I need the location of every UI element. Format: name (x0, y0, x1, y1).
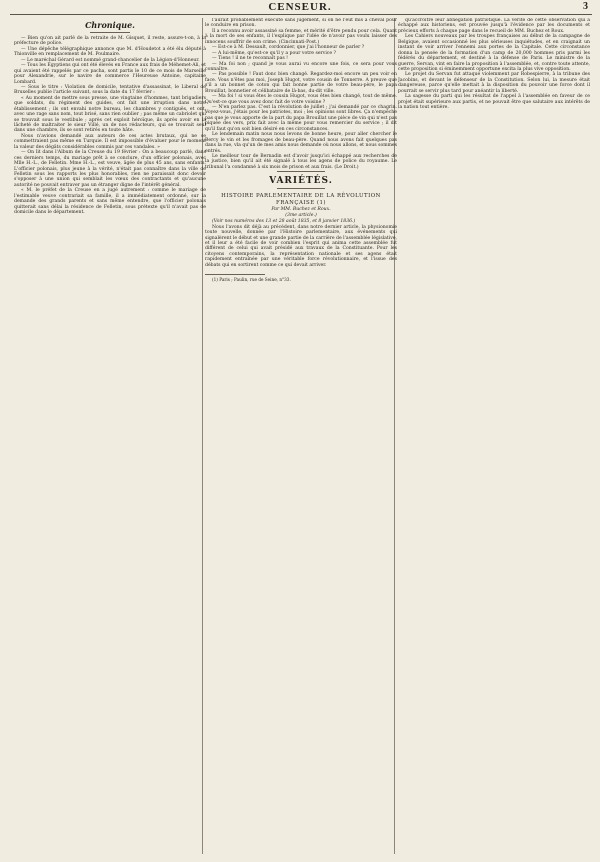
news-paragraph: — Le maréchal Gérard est nommé grand-chancelier de la Légion-d'Honneur. (21, 57, 200, 63)
feuilleton-paragraph: Nous l'avons dit déjà au précédent, dans notre dernier article, la physionomie toute nouvelle, donnée par l'Histoire parlementaire, aux événements qui signalèrent le début et une grande partie de la carrière de l'assemblée législative, et il leur a été facile de voir combien l'esprit qui anima cette assemblée fut différent de celui qui avait présidé aux travaux de la Constituante. Pour les citoyens contemporains, la représentation nationale et ses agens était rapidement entraînée par une véritable force révolutionnaire, et l'issue des débats qui en sortirent comme ce qui devait arriver. (205, 224, 397, 268)
news-paragraph: — Une dépêche télégraphique annonce que M. d'Houdetot a été élu député à Thionville en remplacement de M. Poulmaire. (14, 46, 206, 58)
page-number: 3 (583, 1, 588, 12)
dialogue-line: — Ma foi ! si vous êtes le cousin Hugot, vous êtes bien changé, tout de même. Qu'est-ce que vous avez donc fait de votre voisine ? (205, 94, 397, 105)
column-left (14, 18, 206, 854)
footnote-rule (205, 274, 265, 275)
newspaper-name: CENSEUR. (268, 1, 332, 13)
news-paragraph: « M. le préfet de la Creuse en a jugé autrement : comme le mariage de l'estimable veuve contrariait sa famille, il a immédiatement ordonné, sur la demande des grands parents et sans même entendre, que l'officier polonais quitterait sans délai la résidence de Felletin, sous prétexte qu'il n'avait pas de domicile dans le département. (14, 188, 206, 215)
masthead (10, 0, 590, 14)
news-paragraph: Le projet du Servan fut attaqué violemment par Robespierre, à la tribune des Jacobins, et devant le défenseur de la Constitution. Selon lui, la mesure était dangereuse, parce qu'elle mettait à la disposition du pouvoir une force dont il pourrait se servir plus tard pour anéantir la liberté. (398, 72, 590, 94)
news-paragraph: qu'accroître leur abnégation patriotique. La vérité de cette observation qui a échappé aux historiens, est prouvée jusqu'à l'évidence par les documents et précieux efforts à chaque page dans le recueil de MM. Buchez et Roux. (398, 18, 590, 34)
dialogue-line: — Pas possible ! Faut donc bien changé. Regardez-moi encore un peu voir en face. Vous n'êtes pas moi, Joseph Hugot, votre cousin de Tonnerre. A preuve que s'il a un bonnet de coton qui fait bonne partie de votre beau-père, le papa Brouillat, bonnetier et célibataire de là-bas, du-dit ville. (205, 72, 397, 94)
feuilleton-paragraph: (Voir nos numéros des 13 et 28 août 1835, et 8 janvier 1836.) (212, 219, 356, 225)
masthead-rule (10, 14, 592, 15)
section-rule (90, 32, 130, 33)
dialogue-line: — Tiens ! il ne te reconnaît pas ! (212, 56, 288, 62)
section-title-chronique: Chronique. (85, 20, 135, 30)
feuilleton-heading: VARIÉTÉS. (269, 176, 333, 187)
footnote: (1) Paris ; Paulin, rue de Seine, n°33. (212, 277, 291, 283)
dialogue-line: — Est-ce à M. Dessault, cordonnier, que j'ai l'honneur de parler ? (212, 45, 365, 51)
news-paragraph: Nous n'avions demandé aux auteurs de ces actes brutaux, qui ne se commettraient pas même en Turquie. Il est impossible d'évaluer pour le moment la valeur des dégâts considérables commis par ces vandales. » (14, 133, 206, 150)
news-paragraph: — Sous le titre : Violation de domicile, tentative d'assassinat, le Liberal de Bruxelles publie l'article suivant, sous la date du 17 février : (14, 84, 206, 96)
feuilleton-author: Par MM. Buchez et Roux. (271, 207, 331, 213)
column-right (398, 18, 590, 854)
news-paragraph: Le lendemain matin nous nous levons de bonne heure, pour aller chercher le Bercy le vin et les fromages de beau-père. Quand nous avons fait quelques pas dans la rue, vla qu'un de mes amis nous demande où nous allons, et nous sommes entrés. (205, 132, 397, 154)
news-paragraph: l'aurait probablement exécuté sans jugement, si on ne l'eût mis à cheval pour le conduire en prison. (205, 18, 397, 29)
news-paragraph: — Tous les Égyptiens qui ont été élevés en France aux frais de Méhemet-Ali, et qui avaient été rappelés par ce pacha, sont partis le 10 de ce mois de Marseille pour Alexandrie, sur le navire de commerce l'Heureuse Antoine, capitaine Lombard. (14, 63, 206, 85)
news-paragraph: La sagesse du parti qui les résultat de l'appel à l'assemblée en faveur de ce projet était supérieure aux partis, et ne pouvait être que salutaire aux intérêts de la nation tout entière. (398, 94, 590, 110)
dialogue-line: — A lui-même, qu'est-ce qu'il y a pour votre service ? (212, 50, 337, 56)
dialogue-line: — Ma foi non ; quand je vous aurai vu encore une fois, ce sera pour vous connaître. (205, 61, 397, 72)
news-paragraph: — On lit dans l'Album de la Creuse du 19 février : On a beaucoup parlé, dans ces derniers temps, du mariage prêt à se conclure, d'un officier polonais, avec Mlle H.-L., de Felletin. Mme H.-L., est veuve, âgée de plus 45 ans, sans enfants. L'officier polonais, plus jeune à la vérité, n'était pas connaître dans la ville de Felletin sous les rapports les plus honorables, rien ne paraissait donc devoir s'opposer à une union qui semblait les vœux des contractants et qu'aucune autorité ne pouvait entraver pas un étranger digne de l'intérêt général. (14, 150, 206, 188)
ornament-rule (277, 188, 325, 189)
feuilleton-title: HISTOIRE PARLEMENTAIRE DE LA RÉVOLUTION FRANÇAISE (1) (221, 193, 381, 207)
feuilleton-part: (3me article.) (285, 213, 317, 219)
dialogue-line: — N'en parlez pas. C'est la révolution de juillet ; j'ai demandé par ce chagrin. Voyez-vous, j'étais pour les patriotes, moi ; les opinions sont libres. Ça n'empêche pas que je vous apporte de la part du papa Brouillat une pièce de vin qui n'est pas piquée des vers, prix fait avec la même pour vous remercier du service ; il dit qu'il faut qu'on soit bien désiré en ces circonstances. (205, 105, 397, 132)
news-paragraph: Les Cahiers nouveaux par les troupes françaises au début de la campagne de Belgique, avaient occasionné les plus sérieuses inquiétudes, et en craignait un instant de voir arriver l'ennemi aux portes de la Capitale. Cette circonstance donna la pensée de la formation d'un camp de 20,000 hommes pris parmi les fédérés du département, et destiné à la défense de Paris. Le ministre de la guerre, Servan, vint en faire la proposition à l'assemblée, et, contre toute attente, cette proposition si éminemment opportune excita la plus vive opposition. (398, 34, 590, 72)
news-paragraph: Il a reconnu avoir assassiné sa femme, et mérité d'être pendu pour cela. Quant à la mort de ses enfants, il l'explique par l'idée de n'avoir pas voulu laisser des innocens souffrir de son crime. (Cincinnati-Post.) (205, 28, 397, 45)
column-middle (205, 18, 397, 854)
ornament-rule (277, 171, 325, 172)
news-paragraph: Le meilleur tour de Bernadin est d'avoir jusqu'ici échappé aux recherches de la justice, bien qu'il ait été signalé à tous les agens de police du royaume. Le tribunal l'a condamné à six mois de prison et aux frais. (Le Droit.) (205, 153, 397, 170)
news-paragraph: « Au moment de mettre sous presse, une vingtaine d'hommes, tant brigadiers que soldats, du régiment des guides, ont fait une irruption dans notre établissement ; ils ont envahi notre bureau, les chambres y contiguës, et ont, avec une rage sans nom, tout brisé, sans rien oublier ; pas même un cabriolet qui se trouvait sous le vestibule ; après cet exploit héroïque, ils après avoir en la lâcheté de maltraiter le sieur Villé, un de nos rédacteurs, qui se trouvait seul dans une chambre, ils se sont retirés en toute hâte. (14, 95, 206, 134)
news-paragraph: — Bien qu'on ait parlé de la retraite de M. Gisquet, il reste, assure-t-on, à la préfecture de police. (14, 36, 206, 47)
